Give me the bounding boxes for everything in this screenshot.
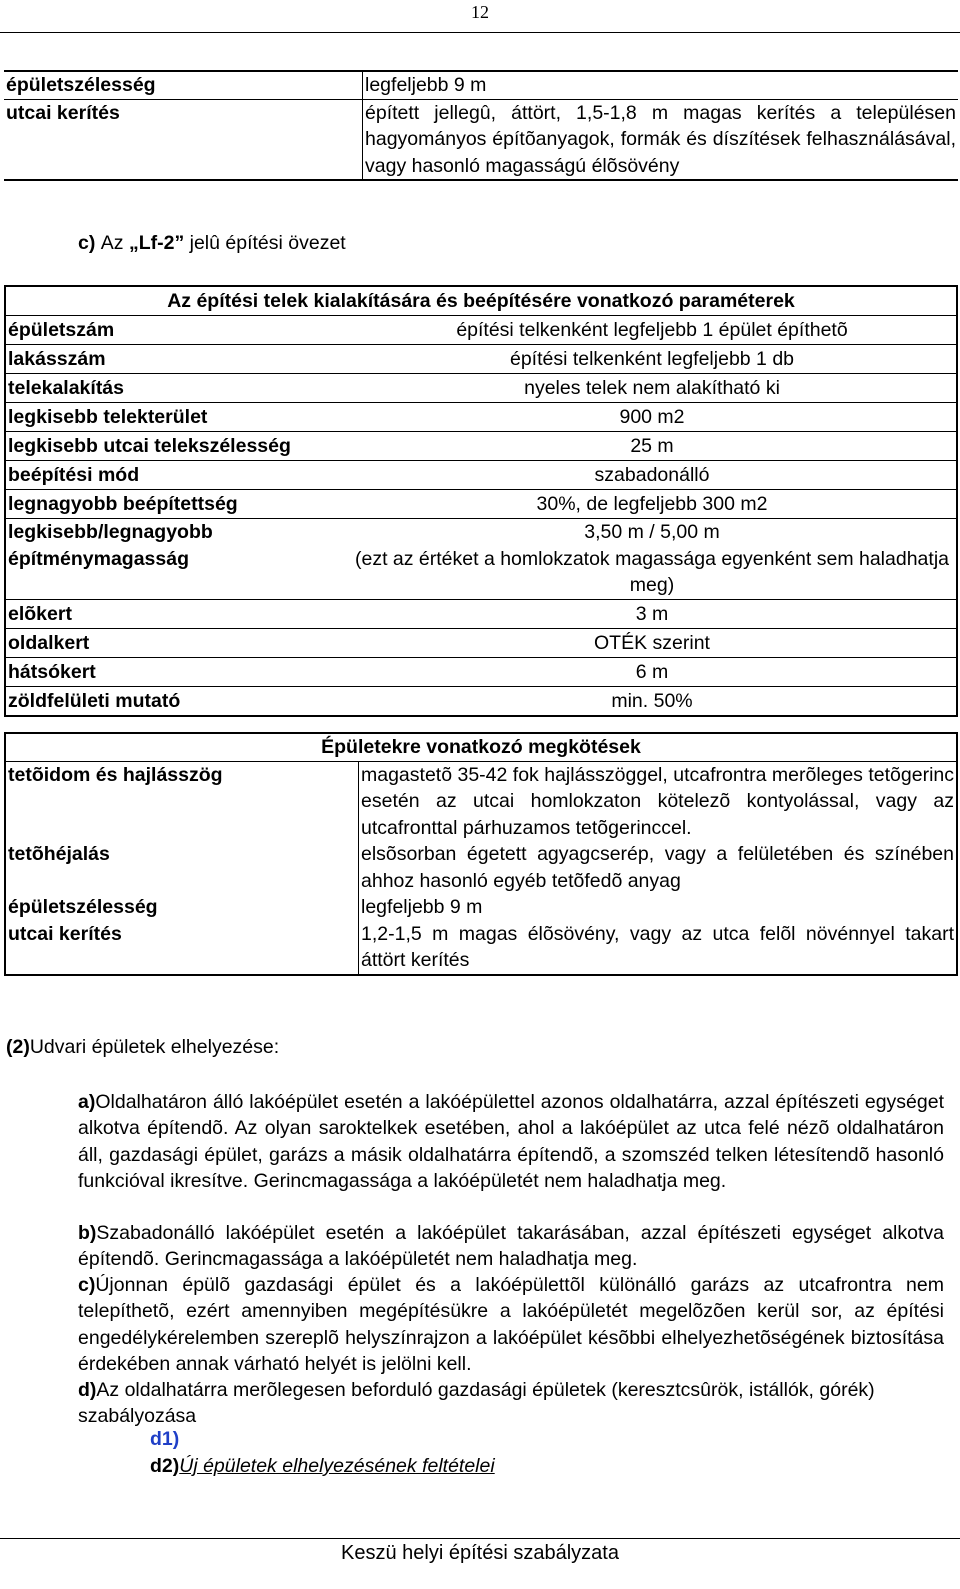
paragraph-label: d)	[78, 1379, 97, 1401]
row-label: tetõidom és hajlásszög	[5, 761, 359, 841]
paragraph-text: Szabadonálló lakóépület esetén a lakóépület takarásában, azzal építészeti egységet alkotva építendõ. Gerincmagassága a lakóépületét nem haladhatja meg.	[78, 1222, 944, 1271]
row-label: elõkert	[5, 599, 348, 628]
table-row	[5, 921, 957, 975]
row-value: 25 m	[348, 432, 957, 461]
table-row	[5, 628, 957, 657]
row-label: épületszélesség	[4, 71, 363, 99]
row-value: szabadonálló	[348, 461, 957, 490]
row-value: min. 50%	[348, 686, 957, 716]
subsection-d2-link[interactable]: Új épületek elhelyezésének feltételei	[179, 1455, 495, 1477]
height-range: 3,50 m / 5,00 m	[584, 521, 720, 543]
row-label: zöldfelületi mutató	[5, 686, 348, 716]
section-c-az: Az	[100, 232, 129, 254]
row-label: beépítési mód	[5, 461, 348, 490]
section-c-prefix: c)	[78, 232, 101, 254]
parameters-table	[4, 285, 958, 717]
row-value: magastetõ 35-42 fok hajlásszöggel, utcafrontra merõleges tetõgerinc esetén az utcai homlokzaton kötelezõ kontyolással, vagy az utcafronttal párhuzamos tetõgerinccel.	[361, 763, 954, 839]
zone-code: „Lf-2”	[128, 232, 185, 254]
section-2-number: (2)	[6, 1036, 30, 1058]
paragraph-a	[78, 1089, 944, 1194]
row-label: telekalakítás	[5, 374, 348, 403]
paragraph-label: c)	[78, 1274, 96, 1296]
header-rule	[0, 32, 960, 33]
section-c-heading	[78, 230, 346, 256]
subsection-d2	[150, 1455, 495, 1478]
table-row	[5, 490, 957, 519]
row-label: oldalkert	[5, 628, 348, 657]
paragraph-text: Újonnan épülõ gazdasági épület és a lakóépülettõl különálló garázs az utcafrontra nem telepíthetõ, ezért amennyiben megépítésükre a lakóépületét megelõzõen kerül sor, az építési engedélykérelemben szereplõ helyszínrajzon a lakóépület késõbbi elhelyezhetõségének biztosítása érdekében annak várható helyét is jelölni kell.	[78, 1274, 944, 1375]
table-row	[4, 71, 958, 99]
row-value: legfeljebb 9 m	[361, 896, 483, 918]
footer-rule	[0, 1538, 960, 1539]
row-value: 900 m2	[348, 403, 957, 432]
row-value	[348, 519, 957, 600]
row-label: lakásszám	[5, 345, 348, 374]
row-value: építési telkenként legfeljebb 1 épület építhetõ	[348, 316, 957, 345]
table-row	[5, 519, 957, 600]
table-row	[5, 894, 957, 921]
row-label: legkisebb telekterület	[5, 403, 348, 432]
row-value: legfeljebb 9 m	[365, 74, 487, 96]
paragraph-label: b)	[78, 1222, 97, 1244]
paragraph-b	[78, 1220, 944, 1273]
table-row	[5, 432, 957, 461]
row-label: épületszám	[5, 316, 348, 345]
table-row	[5, 657, 957, 686]
section-c-suffix: jelû építési övezet	[184, 232, 346, 254]
table-row	[5, 374, 957, 403]
row-value: épített jellegû, áttört, 1,5-1,8 m magas kerítés a településen hagyományos építõanyagok, formák és díszítések felhasználásával, vagy hasonló magasságú élõsövény	[363, 99, 959, 180]
table-row	[5, 316, 957, 345]
row-label: épületszélesség	[5, 894, 359, 921]
section-2-title: Udvari épületek elhelyezése:	[29, 1036, 280, 1058]
table-row	[5, 841, 957, 894]
building-constraints-header: Épületekre vonatkozó megkötések	[5, 733, 957, 761]
row-value: 3 m	[348, 599, 957, 628]
table-row	[5, 686, 957, 716]
table-row	[5, 345, 957, 374]
section-2-heading	[6, 1036, 279, 1059]
table-row	[5, 599, 957, 628]
row-label: legkisebb utcai telekszélesség	[5, 432, 348, 461]
row-value: 1,2-1,5 m magas élõsövény, vagy az utca felõl növénnyel takart áttört kerítés	[361, 922, 954, 971]
row-value: 6 m	[348, 657, 957, 686]
subsection-d1-link[interactable]: d1)	[150, 1428, 180, 1450]
row-label: tetõhéjalás	[5, 841, 359, 894]
table-row	[5, 461, 957, 490]
parameters-table-header: Az építési telek kialakítására és beépítésére vonatkozó paraméterek	[167, 290, 795, 312]
row-label: utcai kerítés	[4, 99, 363, 180]
row-value: elsõsorban égetett agyagcserép, vagy a felületében és színében ahhoz hasonló egyéb tetõfedõ anyag	[361, 843, 954, 892]
row-value: OTÉK szerint	[348, 628, 957, 657]
subsection-d2-label: d2)	[150, 1455, 180, 1477]
table-row	[5, 403, 957, 432]
row-label: hátsókert	[5, 657, 348, 686]
continuation-table	[4, 70, 958, 181]
table-row	[4, 99, 958, 180]
paragraph-text: Az oldalhatárra merõlegesen beforduló gazdasági épületek (keresztcsûrök, istállók, górék) szabályozása	[78, 1379, 875, 1428]
building-constraints-table	[4, 732, 958, 976]
row-label: legnagyobb beépítettség	[5, 490, 348, 519]
page-number: 12	[471, 2, 489, 22]
row-value: építési telkenként legfeljebb 1 db	[348, 345, 957, 374]
paragraph-c	[78, 1272, 944, 1377]
row-label: utcai kerítés	[5, 921, 359, 975]
page-footer: Keszü helyi építési szabályzata	[341, 1542, 619, 1564]
row-value: nyeles telek nem alakítható ki	[348, 374, 957, 403]
paragraph-text: Oldalhatáron álló lakóépület esetén a lakóépülettel azonos oldalhatárra, azzal építészeti egységet alkotva építendõ. Az olyan saroktelkek esetében, ahol a lakóépület az utca felé nézõ oldalhatáron áll, gazdasági épület, garázs a másik oldalhatárra építendõ, a szomszéd telken létesítendõ hasonló funkcióval ikresítve. Gerincmagassága a lakóépületét nem haladhatja meg.	[78, 1091, 944, 1192]
row-value: 30%, de legfeljebb 300 m2	[348, 490, 957, 519]
table-row	[5, 761, 957, 841]
height-note: (ezt az értéket a homlokzatok magassága egyenként sem haladhatja meg)	[354, 547, 949, 596]
row-label: legkisebb/legnagyobb építménymagasság	[5, 519, 348, 600]
paragraph-label: a)	[78, 1091, 96, 1113]
paragraph-d	[78, 1377, 944, 1430]
